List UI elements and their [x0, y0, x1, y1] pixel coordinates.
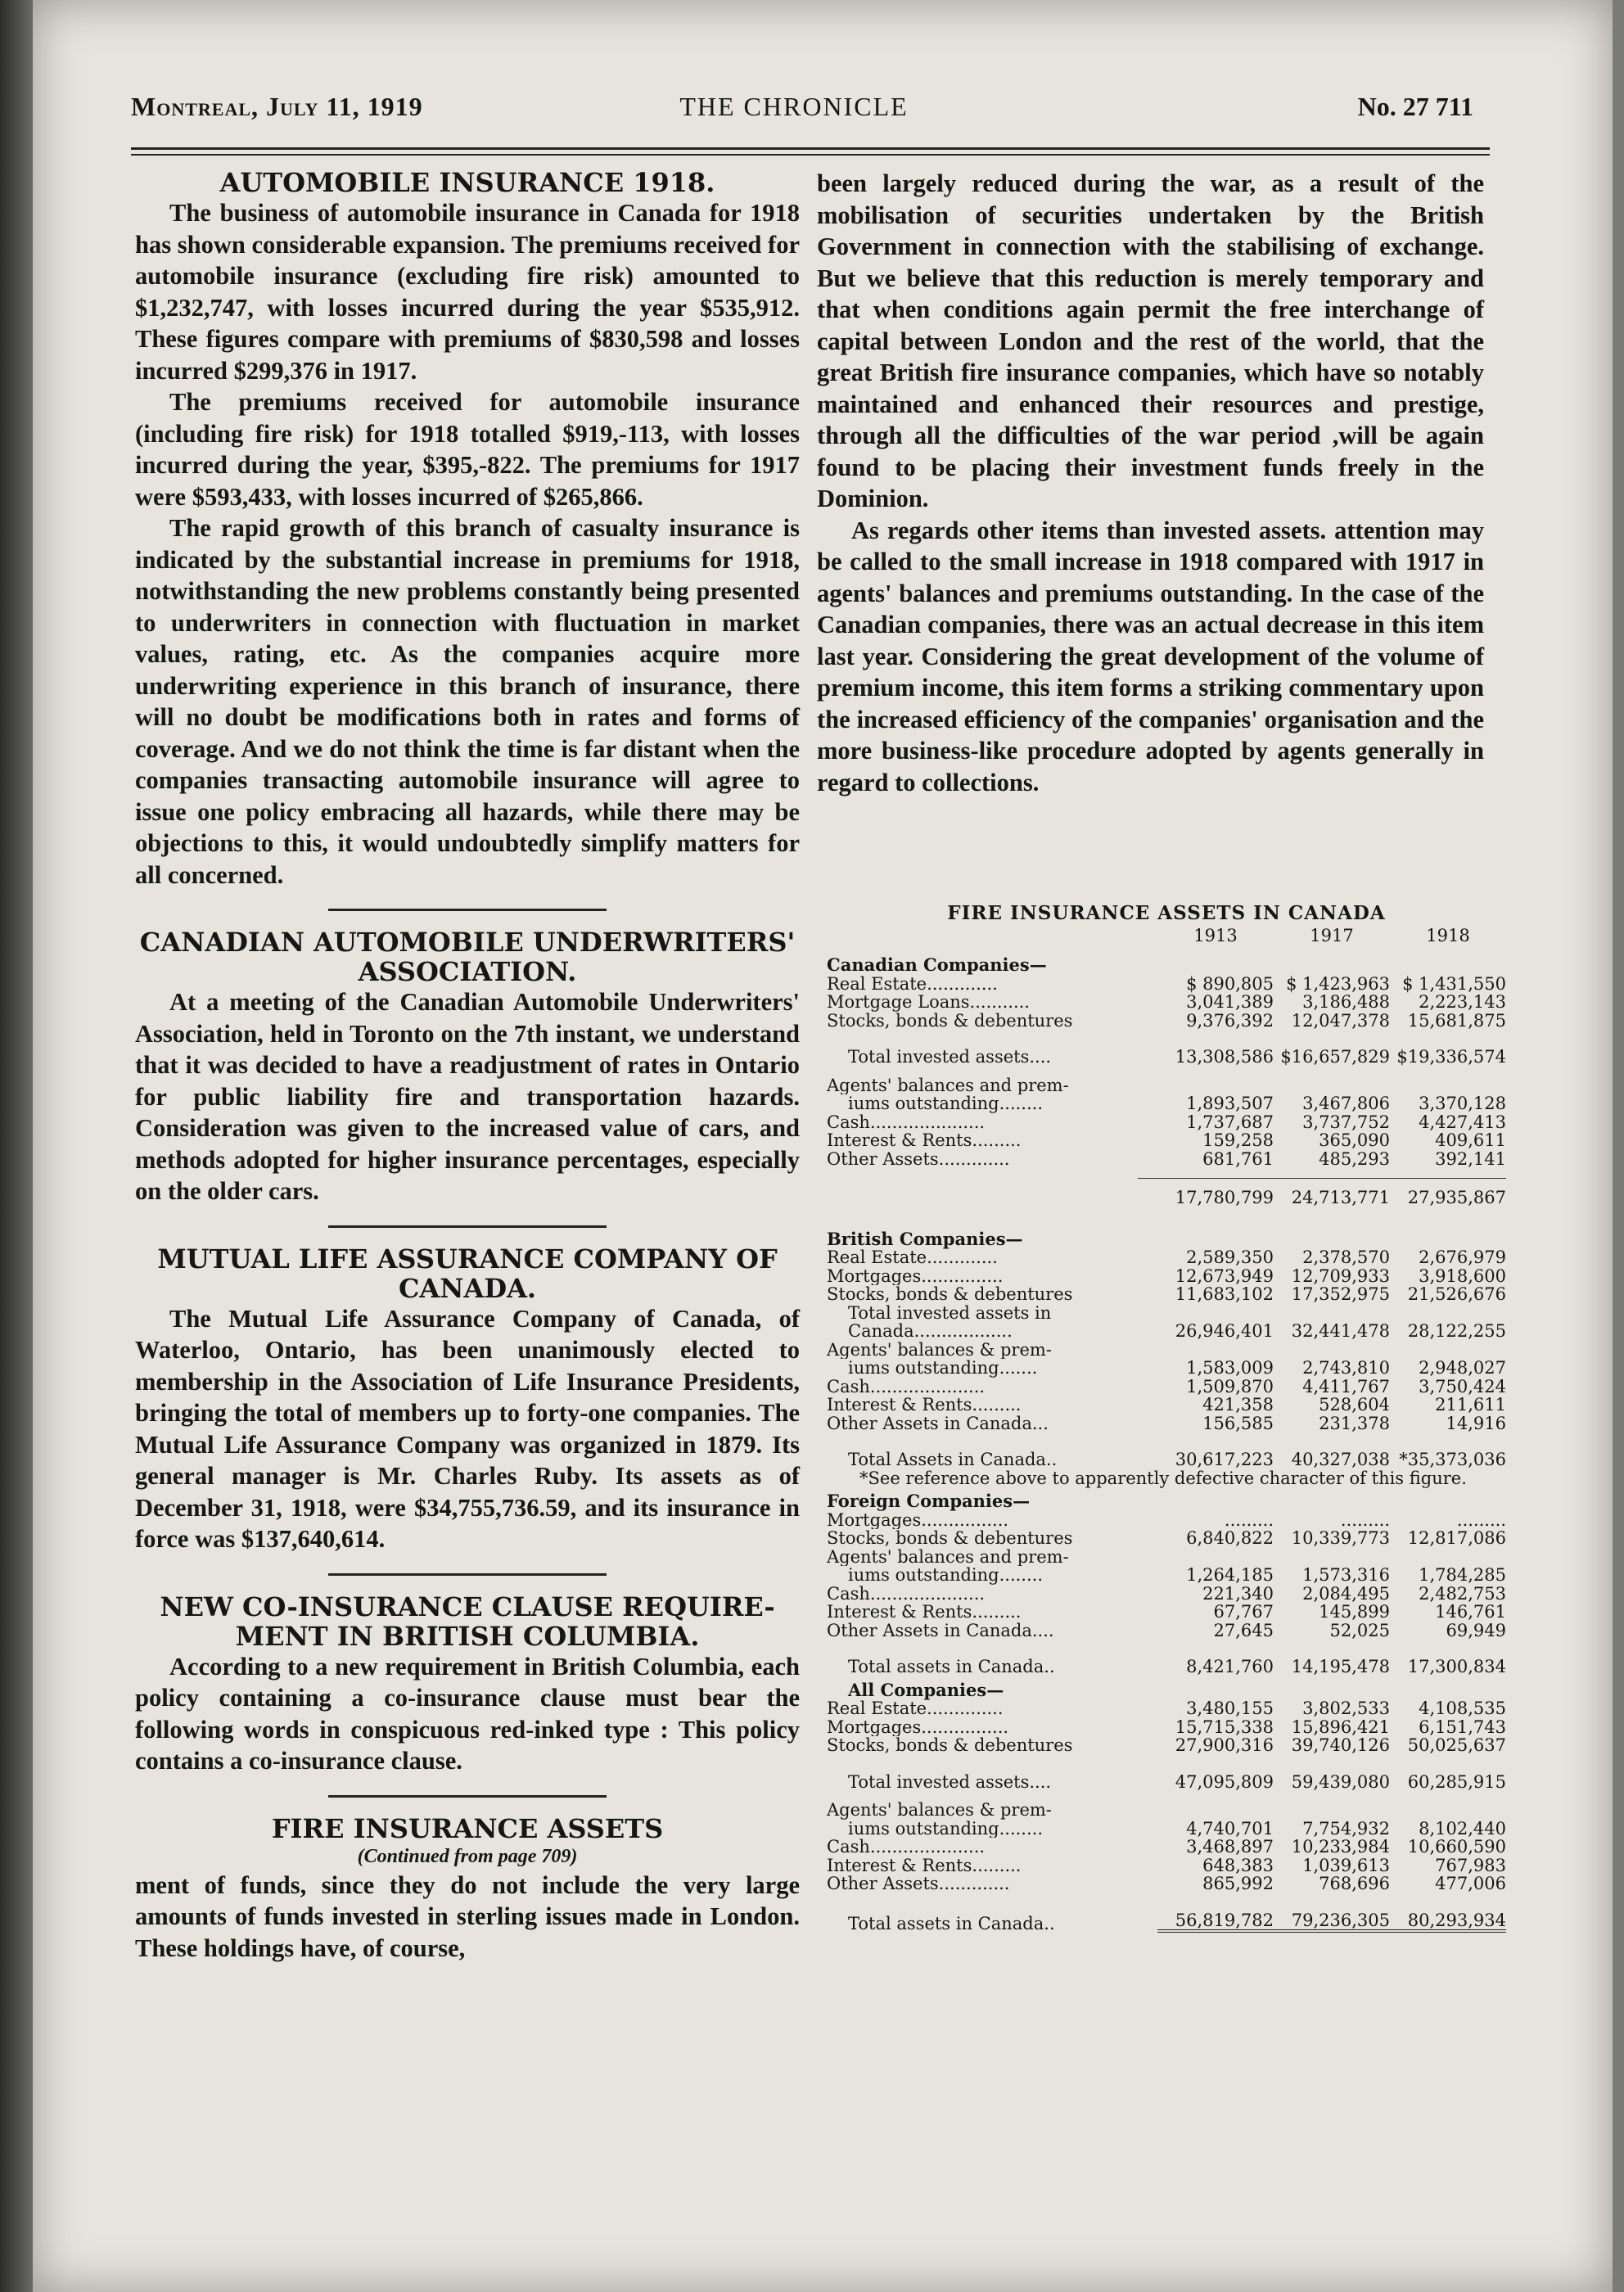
table-row: Mortgages................ 15,715,338 15,896,421 6,151,743	[827, 1717, 1506, 1737]
paragraph: At a meeting of the Canadian Automobile Underwriters' Association, held in Toronto on the 7th instant, we understand that it was decided to have a readjustment of rates in Ontario for public liability fire and transportation hazards. Consideration was given to the increased value of cars, and methods adopted for higher insurance percentages, especially on the older cars.	[135, 988, 800, 1205]
table-row: Interest & Rents......... 648,383 1,039,613 767,983	[827, 1855, 1506, 1875]
page-edge-shadow	[0, 0, 33, 2292]
paragraph: ment of funds, since they do not include the very large amounts of funds invested in sterling issues made in London. These holdings have, of course,	[135, 1870, 800, 1962]
paragraph: The Mutual Life Assurance Company of Canada, of Waterloo, Ontario, has been unanimously elected to membership in the Association of Life Insurance Presidents, bringing the total of members up to forty-one companies. The Mutual Life Assurance Company was organized in 1879. Its general manager is Mr. Charles Ruby. Its assets as of December 31, 1918, were $34,755,736.59, and its insurance in force was $137,640,614.	[135, 1304, 800, 1553]
table-row: Stocks, bonds & debentures 27,900,316 39,740,126 50,025,637	[827, 1735, 1506, 1755]
section-divider	[328, 909, 607, 911]
table-row: Agents' balances and prem-	[827, 1547, 1069, 1566]
table-row: Cash..................... 3,468,897 10,233,984 10,660,590	[827, 1837, 1506, 1857]
page-header	[98, 92, 1490, 133]
table-row: Agents' balances & prem-	[827, 1340, 1052, 1359]
table-row: Agents' balances & prem-	[827, 1801, 1052, 1820]
fire-assets-heading: FIRE INSURANCE ASSETS	[271, 1812, 664, 1844]
table-row: iums outstanding....... 1,583,009 2,743,810 2,948,027	[848, 1358, 1506, 1378]
year-col: 1913	[1193, 925, 1238, 945]
underwriters-heading: CANADIAN AUTOMOBILE UNDERWRITERS'	[139, 927, 796, 958]
right-column	[817, 168, 1484, 798]
table-row: Canada.................. 26,946,401 32,441,478 28,122,255	[848, 1321, 1506, 1341]
table-row: Cash..................... 1,509,870 4,411,767 3,750,424	[827, 1376, 1506, 1396]
table-row: Other Assets............. 681,761 485,293 392,141	[827, 1148, 1506, 1169]
table-row: Cash..................... 1,737,687 3,737,752 4,427,413	[827, 1112, 1506, 1132]
table-row: iums outstanding........ 1,893,507 3,467,806 3,370,128	[848, 1094, 1506, 1113]
coinsurance-heading-line2: MENT IN BRITISH COLUMBIA.	[235, 1620, 700, 1652]
table-row: Agents' balances and prem-	[827, 1076, 1069, 1094]
paragraph: been largely reduced during the war, as a result of the mobilisation of securities undertaken by the British Government in connection with the stabilising of exchange. But we believe that this reduction is merely temporary and that when conditions again permit the free interchange of capital between London and the rest of the world, that the great British fire insurance companies, which have so notably maintained and enhanced their resources and prestige, through all the difficulties of the war period ,will be again found to be placing their investment funds freely in the Dominion.	[817, 169, 1484, 512]
section-heading: Canadian Companies—	[827, 954, 1047, 975]
coinsurance-heading: NEW CO-INSURANCE CLAUSE REQUIRE-	[160, 1590, 775, 1622]
table-row: Other Assets............. 865,992 768,696 477,006	[827, 1874, 1506, 1893]
continued-note: (Continued from page 709)	[357, 1845, 578, 1867]
table-row-total: 17,780,799 24,713,771 27,935,867	[1138, 1178, 1506, 1207]
table-row: Mortgages............... 12,673,949 12,709,933 3,918,600	[827, 1266, 1506, 1286]
table-row: Interest & Rents......... 159,258 365,090 409,611	[827, 1130, 1506, 1150]
header-rule-thin	[131, 154, 1490, 156]
year-col: 1918	[1426, 925, 1470, 945]
paragraph: The premiums received for automobile insurance (including fire risk) for 1918 totalled $919,-113, with losses incurred during the year, $395,-822. The premiums for 1917 were $593,433, with losses incurred of $265,866.	[135, 388, 800, 511]
table-row-grand-total: Total assets in Canada.. 56,819,782 79,236,305 80,293,934	[848, 1910, 1506, 1933]
mutual-life-heading-line2: CANADA.	[398, 1272, 537, 1304]
header-rule	[131, 147, 1490, 150]
table-row: Mortgage Loans........... 3,041,389 3,186,488 2,223,143	[827, 992, 1506, 1012]
table-row: Cash..................... 221,340 2,084,495 2,482,753	[827, 1583, 1506, 1604]
left-column	[135, 168, 800, 1964]
section-divider	[328, 1795, 607, 1798]
table-title: FIRE INSURANCE ASSETS IN CANADA	[947, 902, 1386, 924]
table-row: Stocks, bonds & debentures 11,683,102 17,352,975 21,526,676	[827, 1284, 1506, 1304]
paragraph: The rapid growth of this branch of casualty insurance is indicated by the substantial increase in premiums for 1918, notwithstanding the new problems constantly being presented to underwriters in connection with fluctuation in market values, rating, etc. As the companies acquire more underwriting experience in this branch of insurance, there will no doubt be modifications both in rates and forms of coverage. And we do not think the time is far distant when the companies transacting automobile insurance will agree to issue one policy embracing all hazards, while there may be objections to this, it would undoubtedly simplify matters for all concerned.	[135, 514, 800, 889]
table-row: Total invested assets in	[848, 1303, 1052, 1322]
section-heading: All Companies—	[848, 1679, 1004, 1700]
table-footnote: *See reference above to apparently defective character of this figure.	[859, 1468, 1467, 1488]
table-row: Real Estate............. $ 890,805 $ 1,423,963 $ 1,431,550	[827, 973, 1506, 994]
section-divider	[328, 1225, 607, 1228]
table-row: Stocks, bonds & debentures 9,376,392 12,047,378 15,681,875	[827, 1010, 1506, 1031]
table-year-header	[827, 927, 1506, 945]
table-row: Other Assets in Canada... 156,585 231,378 14,916	[827, 1413, 1506, 1433]
auto-insurance-heading: AUTOMOBILE INSURANCE 1918.	[219, 167, 715, 198]
table-row: Stocks, bonds & debentures 6,840,822 10,339,773 12,817,086	[827, 1528, 1506, 1548]
table-row-total: Total Assets in Canada.. 30,617,223 40,327,038 *35,373,036	[848, 1450, 1506, 1469]
table-row: Interest & Rents......... 67,767 145,899 146,761	[827, 1602, 1506, 1622]
table-row-total: Total invested assets.... 13,308,586 $16,657,829 $19,336,574	[848, 1047, 1506, 1067]
underwriters-heading-line2: ASSOCIATION.	[358, 956, 577, 987]
header-dateline: Montreal, July 11, 1919	[131, 92, 423, 121]
table-row: Other Assets in Canada.... 27,645 52,025 69,949	[827, 1620, 1506, 1640]
paragraph: As regards other items than invested assets. attention may be called to the small increase in 1918 compared with 1917 in agents' balances and premiums outstanding. In the case of the Canadian companies, there was an actual decrease in this item last year. Considering the great development of the volume of premium income, this item forms a striking commentary upon the increased efficiency of the companies' organisation and the more business-like procedure adopted by agents generally in regard to collections.	[817, 516, 1484, 796]
header-page-number: No. 27 711	[1357, 92, 1473, 121]
table-row: iums outstanding........ 1,264,185 1,573,316 1,784,285	[848, 1565, 1506, 1585]
table-row-total: Total invested assets.... 47,095,809 59,439,080 60,285,915	[848, 1771, 1506, 1792]
section-divider	[328, 1573, 607, 1576]
paragraph: The business of automobile insurance in Canada for 1918 has shown considerable expansion. The premiums received for automobile insurance (excluding fire risk) amounted to $1,232,747, with losses incurred during the year $535,912. These figures compare with premiums of $830,598 and losses incurred $299,376 in 1917.	[135, 199, 800, 385]
table-row-total: Total assets in Canada.. 8,421,760 14,195,478 17,300,834	[848, 1657, 1506, 1676]
table-row: iums outstanding........ 4,740,701 7,754,932 8,102,440	[848, 1818, 1506, 1839]
mutual-life-heading: MUTUAL LIFE ASSURANCE COMPANY OF	[157, 1243, 778, 1275]
header-masthead: THE CHRONICLE	[679, 92, 909, 121]
section-heading: Foreign Companies—	[827, 1491, 1031, 1511]
table-row: Real Estate.............. 3,480,155 3,802,533 4,108,535	[827, 1699, 1506, 1718]
fire-assets-table	[827, 902, 1506, 1933]
table-row: Real Estate............. 2,589,350 2,378,570 2,676,979	[827, 1248, 1506, 1267]
paragraph: According to a new requirement in British Columbia, each policy containing a co-insurance clause must bear the following words in conspicuous red-inked type : This policy contains a co-insurance clause.	[135, 1652, 800, 1775]
section-heading: British Companies—	[827, 1228, 1023, 1249]
table-row: Interest & Rents......... 421,358 528,604 211,611	[827, 1395, 1506, 1414]
year-col: 1917	[1310, 925, 1354, 945]
table-row: Mortgages................ ......... ......... .........	[827, 1509, 1506, 1530]
